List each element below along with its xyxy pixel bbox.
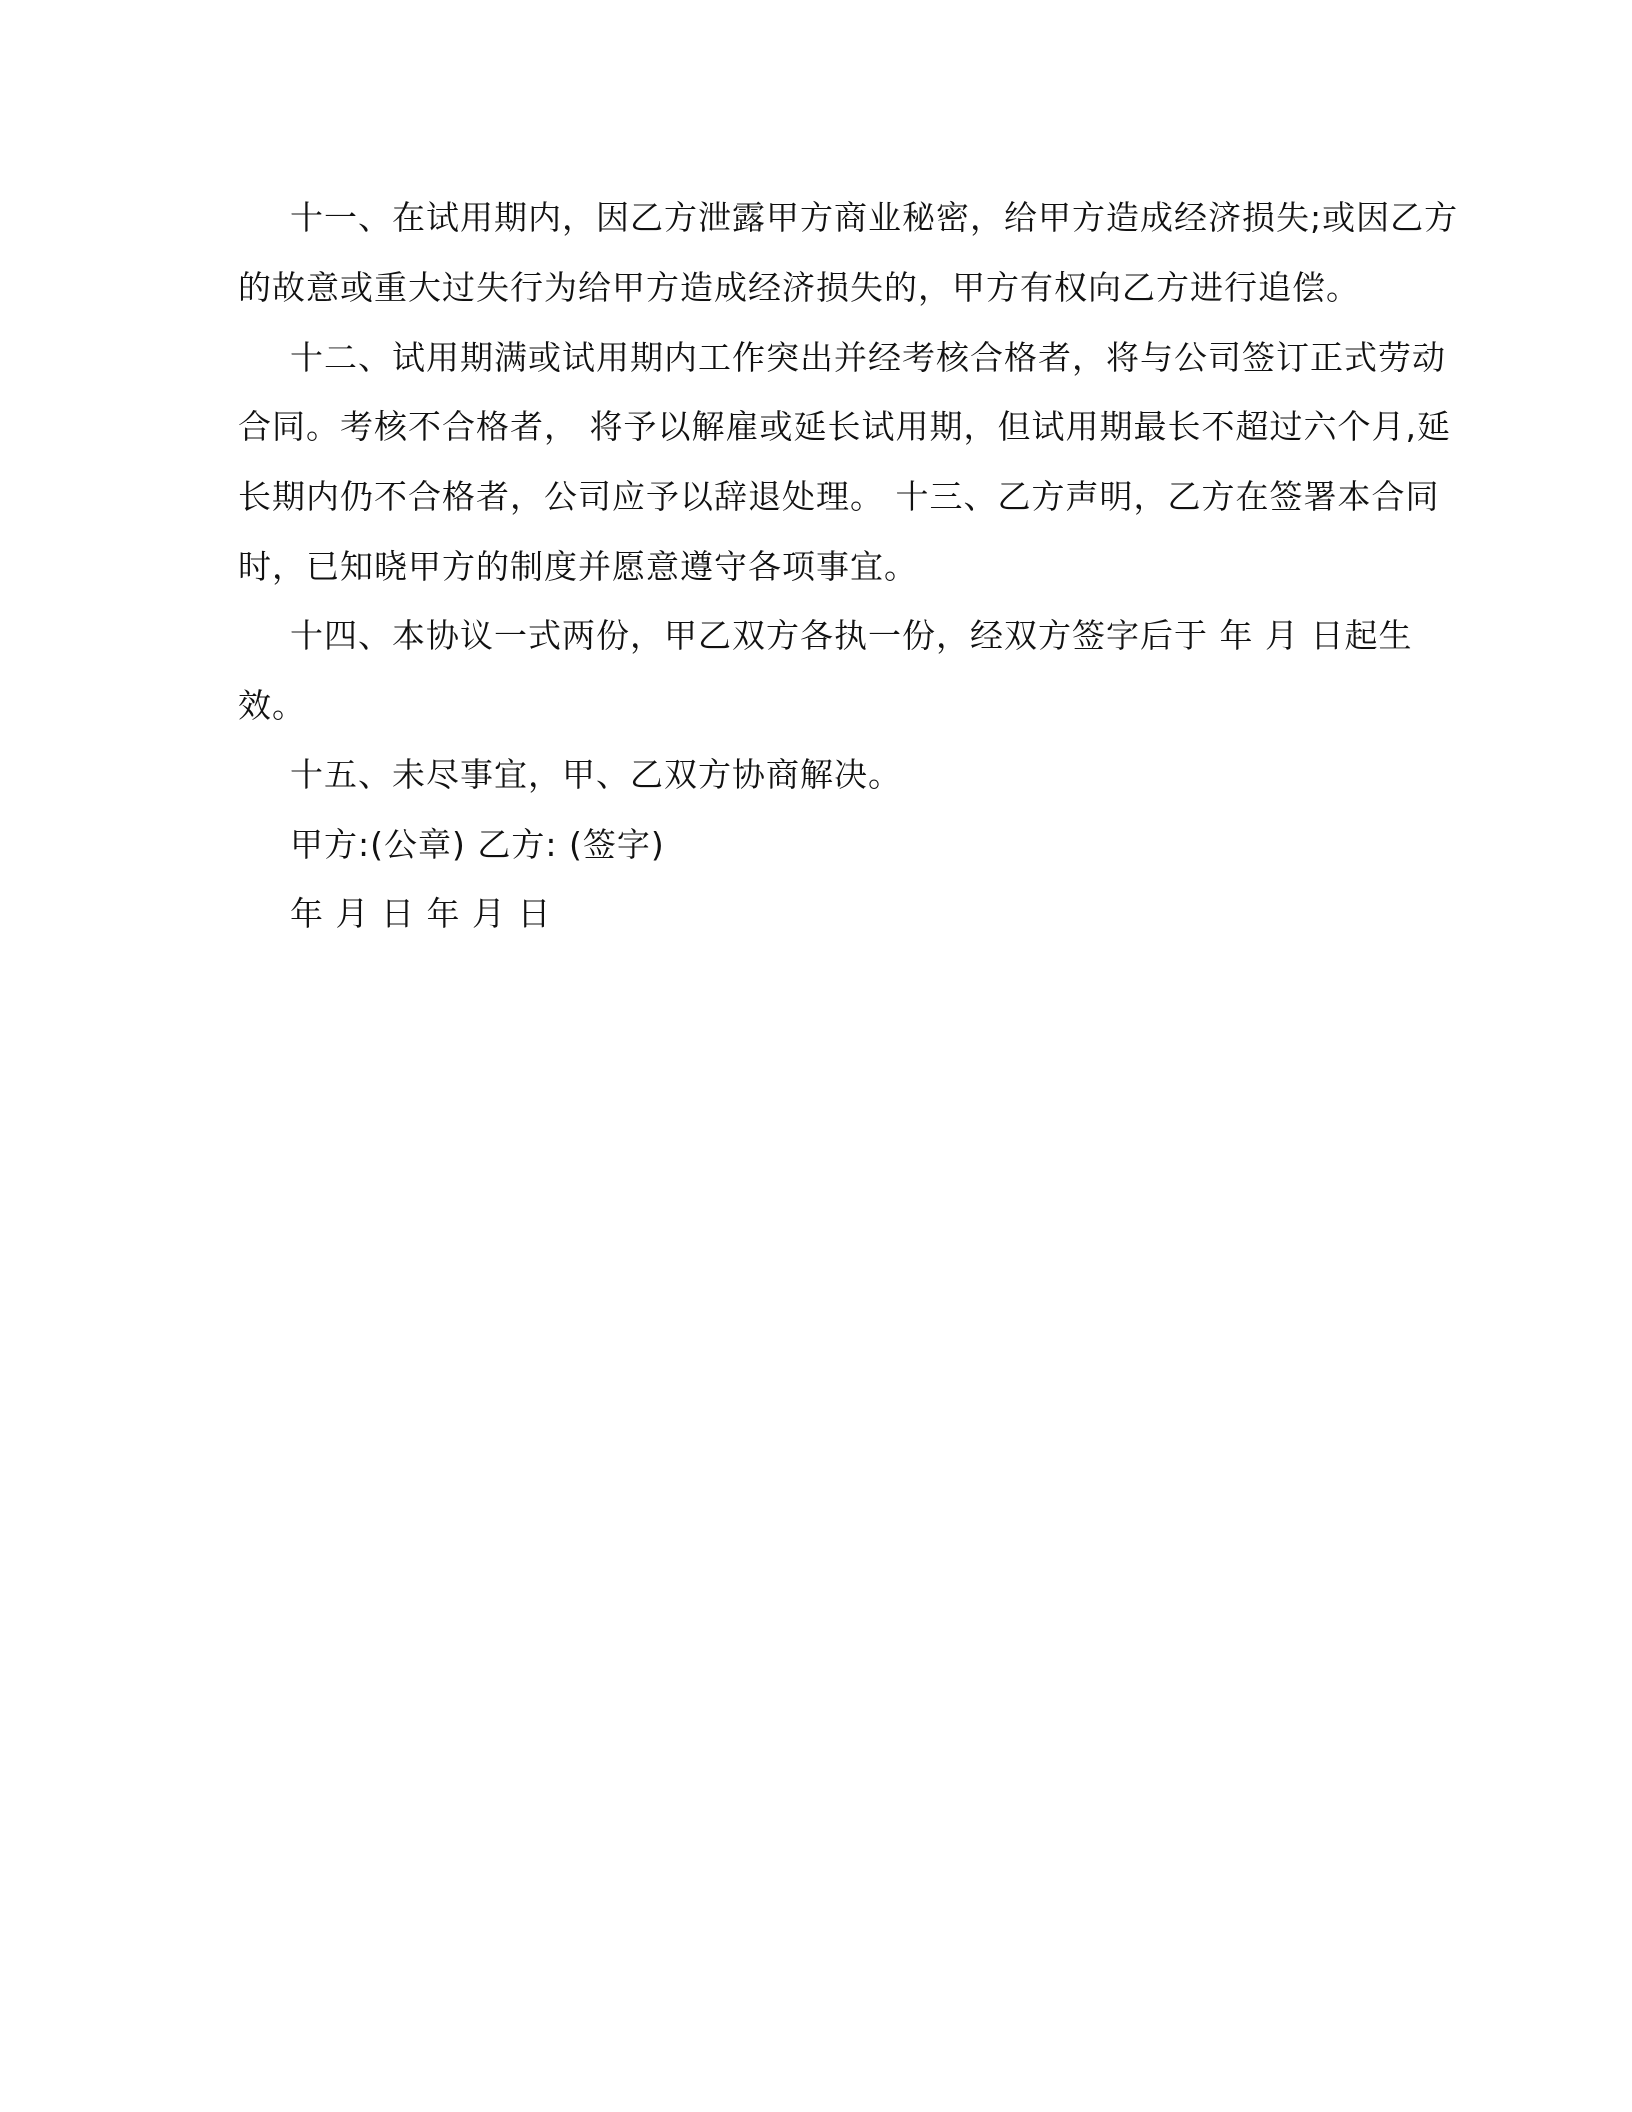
signature-dates: 年 月 日 年 月 日 [290,894,552,933]
signature-parties: 甲方:(公章) 乙方: (签字) [290,825,665,864]
clause-12-line-1: 十二、试用期满或试用期内工作突出并经考核合格者，将与公司签订正式劳动 [290,338,1446,377]
clause-12-line-2: 合同。考核不合格者， 将予以解雇或延长试用期，但试用期最长不超过六个月,延 [238,407,1451,446]
clause-14-line-1: 十四、本协议一式两份，甲乙双方各执一份，经双方签字后于 年 月 日起生 [290,616,1413,655]
clause-13-line-4: 时，已知晓甲方的制度并愿意遵守各项事宜。 [238,547,918,586]
clause-12-13-line-3: 长期内仍不合格者，公司应予以辞退处理。 十三、乙方声明，乙方在签署本合同 [238,477,1440,516]
clause-11-line-2: 的故意或重大过失行为给甲方造成经济损失的，甲方有权向乙方进行追偿。 [238,268,1360,307]
clause-15: 十五、未尽事宜，甲、乙双方协商解决。 [290,755,902,794]
clause-11-line-1: 十一、在试用期内，因乙方泄露甲方商业秘密，给甲方造成经济损失;或因乙方 [290,198,1459,237]
clause-14-line-2: 效。 [238,686,306,725]
